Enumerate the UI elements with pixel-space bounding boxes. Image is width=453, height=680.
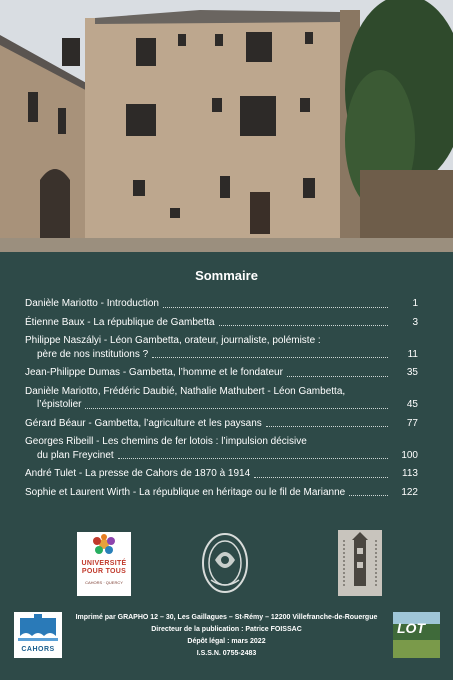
director-line: Directeur de la publication : Patrice FOISSAC — [151, 626, 302, 633]
universite-title: UNIVERSITÉ POUR TOUS — [81, 560, 127, 575]
tower-engraving-logo — [338, 530, 382, 596]
toc-entry-text: Étienne Baux - La république de Gambetta — [25, 316, 215, 328]
toc-entry-page: 100 — [401, 449, 418, 461]
partner-logos — [0, 530, 453, 600]
toc-entry-text: Georges Ribeill - Les chemins de fer lotois : l’impulsion décisive — [25, 436, 307, 447]
table-of-contents — [25, 297, 418, 504]
toc-entry-page: 11 — [407, 348, 418, 360]
toc-entry — [25, 334, 418, 361]
universite-pour-tous-logo — [77, 532, 131, 596]
leader-dots — [163, 307, 388, 308]
toc-entry-text: Philippe Naszályi - Léon Gambetta, orateur, journaliste, polémiste : — [25, 335, 321, 346]
lot-department-logo — [393, 612, 440, 658]
flower-icon — [77, 532, 131, 562]
universite-subtitle: CAHORS · QUERCY — [85, 580, 123, 585]
toc-entry-text: Sophie et Laurent Wirth - La république en héritage ou le fil de Marianne — [25, 486, 346, 498]
toc-entry — [25, 366, 418, 380]
leader-dots — [85, 408, 388, 409]
toc-entry-text: André Tulet - La presse de Cahors de 1870 à 1914 — [25, 468, 251, 479]
toc-entry — [25, 467, 418, 481]
seal-emblem-icon — [199, 530, 251, 596]
toc-entry-page: 122 — [401, 486, 418, 498]
toc-entry-text: Danièle Mariotto - Introduction — [25, 298, 159, 309]
leader-dots — [118, 458, 388, 459]
cahors-label: CAHORS — [21, 646, 55, 653]
toc-entry-page: 3 — [412, 316, 418, 328]
toc-entry — [25, 435, 418, 462]
toc-entry-continuation: du plan Freycinet — [37, 449, 114, 461]
cover-photo — [0, 0, 453, 252]
toc-entry — [25, 297, 418, 311]
printer-line: Imprimé par GRAPHO 12 – 30, Les Gaillagues – St-Rémy – 12200 Villefranche-de-Rouergue — [75, 614, 378, 621]
leader-dots — [152, 357, 388, 358]
leader-dots — [266, 426, 388, 427]
lot-label: LOT — [397, 620, 425, 636]
toc-entry-continuation: l’épistolier — [37, 399, 82, 410]
toc-entry-page: 1 — [412, 298, 418, 309]
toc-entry-continuation: père de nos institutions ? — [37, 348, 149, 360]
toc-entry-page: 45 — [406, 399, 418, 410]
leader-dots — [254, 477, 388, 478]
toc-entry — [25, 316, 418, 330]
toc-entry-page: 35 — [406, 367, 418, 378]
toc-entry-page: 113 — [402, 468, 418, 479]
toc-entry-text: Gérard Béaur - Gambetta, l’agriculture et les paysans — [25, 417, 262, 429]
toc-entry — [25, 385, 418, 412]
toc-entry — [25, 417, 418, 431]
colophon — [0, 612, 453, 660]
page-title: Sommaire — [195, 268, 258, 283]
toc-entry-text: Jean-Philippe Dumas - Gambetta, l’homme et le fondateur — [25, 367, 283, 378]
toc-entry-text: Danièle Mariotto, Frédéric Daubié, Nathalie Mathubert - Léon Gambetta, — [25, 385, 346, 397]
issn-line: I.S.S.N. 0755-2483 — [196, 650, 257, 657]
toc-entry-page: 77 — [406, 417, 418, 429]
toc-entry — [25, 486, 418, 500]
leader-dots — [349, 495, 388, 496]
legal-deposit-line: Dépôt légal : mars 2022 — [187, 638, 266, 645]
leader-dots — [219, 325, 388, 326]
leader-dots — [287, 376, 388, 377]
